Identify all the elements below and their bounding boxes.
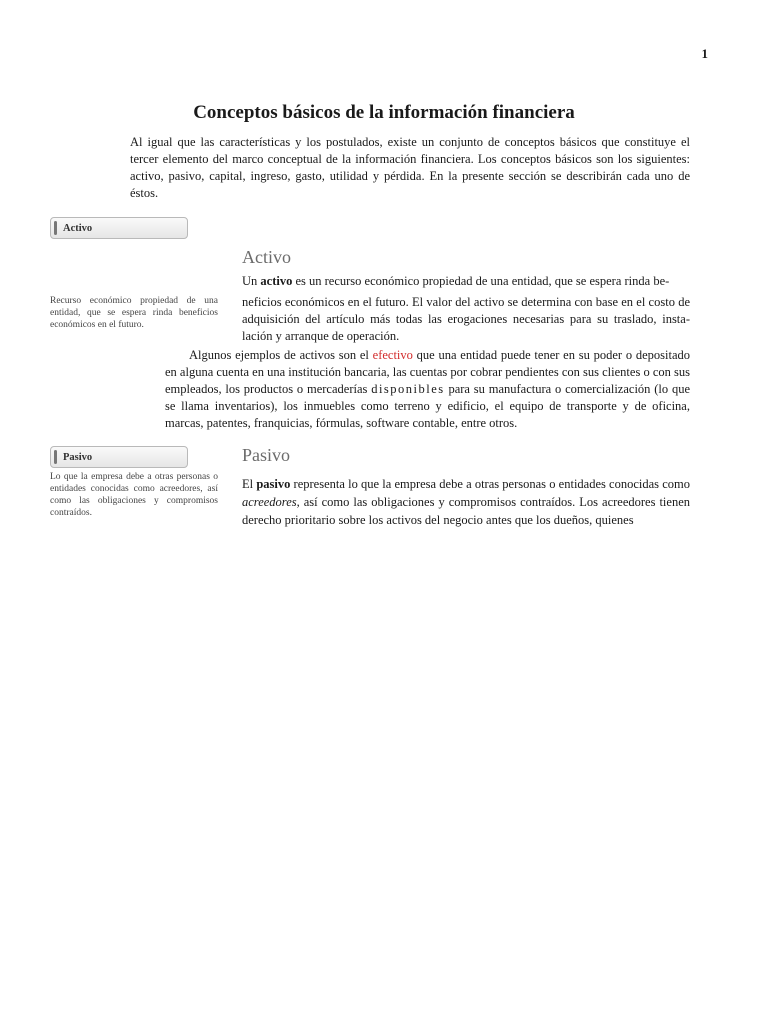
activo-definition	[242, 273, 690, 345]
tab-activo-label: Activo	[63, 222, 93, 234]
tab-activo[interactable]	[50, 217, 188, 239]
page-title: Conceptos básicos de la información financiera	[193, 102, 575, 123]
intro-paragraph: Al igual que las características y los postulados, existe un conjunto de conceptos básicos que constituye el tercer elemento del marco conceptual de la información financiera. Los conceptos básicos son los siguientes: activo, pasivo, capital, ingreso, gasto, utilidad y pérdida. En la presente sección se describirán cada uno de éstos.	[130, 135, 690, 200]
activo-def-line1: es un recurso económico propiedad de una entidad, que se espera rinda be-	[292, 274, 670, 288]
examples-part3: para su manufactura o comercialización (lo que se llama inventarios), los inmuebles como terreno y edificio, el equipo de transporte y de oficina, marcas, patentes, franquicias, fórmulas, software contable, entre otros.	[165, 382, 690, 430]
activo-def-rest: neficios económicos en el futuro. El valor del activo se determina con base en el costo de adquisición del artículo más todas las erogaciones necesarias para su traslado, insta- lación y arranque de operación.	[242, 295, 690, 343]
acreedores-term: acreedores	[242, 495, 297, 509]
examples-part1: Algunos ejemplos de activos son el	[189, 348, 373, 362]
examples-part2: que una entidad puede tener en su poder o depositado en alguna cuenta en una institución bancaria, las cuentas por cobrar pendientes con sus clientes o con sus empleados, los productos o mercaderías	[165, 348, 690, 396]
section-heading-pasivo: Pasivo	[242, 445, 291, 465]
activo-examples-paragraph	[165, 347, 690, 432]
efectivo-link[interactable]: efectivo	[372, 348, 413, 362]
tab-marker-icon	[54, 221, 57, 235]
pasivo-term: pasivo	[256, 477, 291, 491]
page-number: 1	[701, 46, 708, 61]
pasivo-def-prefix: El	[242, 477, 257, 491]
side-note-pasivo: Lo que la empresa debe a otras personas o entidades conocidas como acreedores, así como las obligaciones y compromisos contraídos.	[50, 472, 218, 518]
pasivo-def-part2: , así como las obligaciones y compromisos contraídos. Los acreedores tienen derecho prioritario sobre los activos del negocio antes que los dueños, quienes	[242, 495, 690, 527]
activo-def-prefix: Un	[242, 274, 261, 288]
tab-marker-icon	[54, 450, 57, 464]
tab-pasivo[interactable]	[50, 446, 188, 468]
activo-definition-first-line	[242, 273, 690, 290]
pasivo-def-part1: representa lo que la empresa debe a otras personas o entidades conocidas como	[290, 477, 691, 491]
tab-pasivo-label: Pasivo	[63, 451, 93, 463]
section-heading-activo: Activo	[242, 247, 291, 267]
side-note-activo: Recurso económico propiedad de una entidad, que se espera rinda beneficios económicos en el futuro.	[50, 296, 218, 330]
activo-term: activo	[260, 274, 293, 288]
pasivo-definition	[242, 475, 690, 529]
examples-spaced-word: disponibles	[371, 382, 445, 396]
